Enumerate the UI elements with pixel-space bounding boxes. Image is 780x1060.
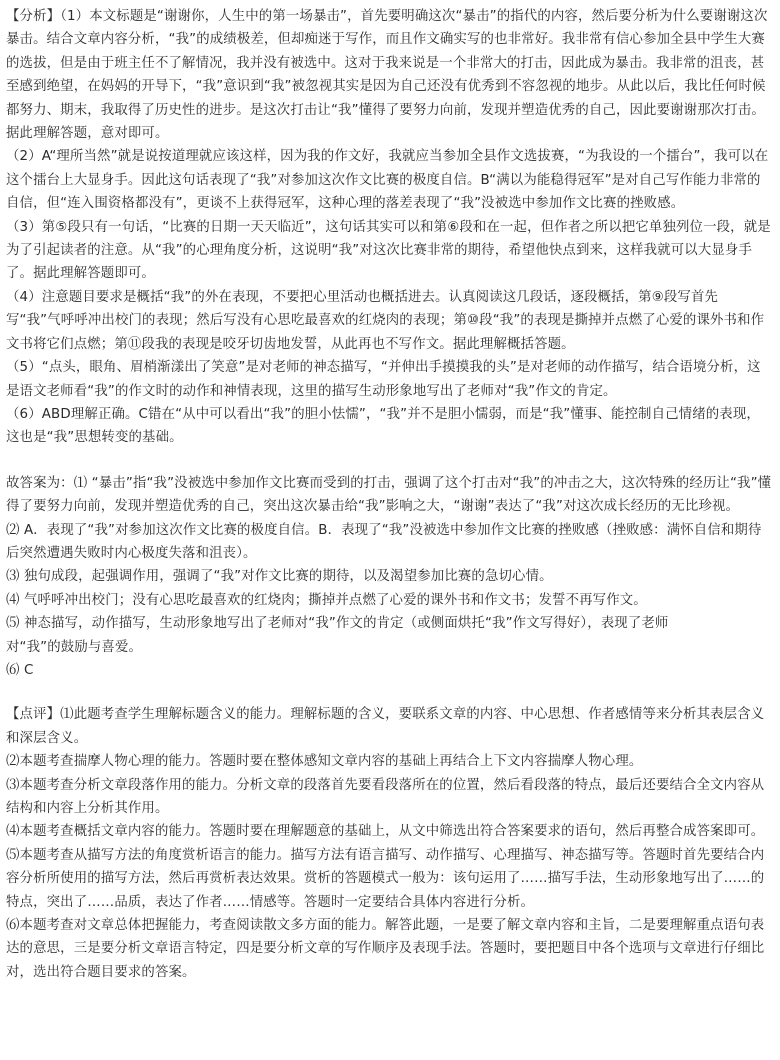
analysis-paragraph-2: （2）A“理所当然”就是说按道理就应该这样，因为我的作文好，我就应当参加全县作文选拔赛，“为我设的一个擂台”，我可以在这个擂台上大显身手。因此这句话表现了“我”对参加这次作文比赛的极度自信。B“满以为能稳得冠军”是对自己写作能力非常的自信，但“连入围资格都没有”，更谈不上获得冠军，这种心理的落差表现了“我”没被选中参加作文比赛的挫败感。 [6, 149, 769, 212]
analysis-section [6, 5, 772, 450]
analysis-paragraph-4: （4）注意题目要求是概括“我”的外在表现，不要把心里活动也概括进去。认真阅读这几段话，逐段概括，第⑨段写首先写“我”气呼呼冲出校门的表现；然后写没有心思吃最喜欢的红烧肉的表现；第⑩段“我”的表现是撕掉并点燃了心爱的课外书和作文书将它们点燃；第⑪段我的表现是咬牙切齿地发誓，从此再也不写作文。据此理解概括答题。 [6, 289, 765, 352]
comment-section [6, 703, 772, 984]
analysis-paragraph-3: （3）第⑤段只有一句话，“比赛的日期一天天临近”，这句话其实可以和第⑥段和在一起，但作者之所以把它单独列位一段，就是为了引起读者的注意。从“我”的心理角度分析，这说明“我”对这次比赛非常的期待，希望他快点到来，这样我就可以大显身手了。据此理解答题即可。 [6, 219, 771, 282]
answer-paragraph-5-continued: 对“我”的鼓励与喜爱。 [6, 639, 143, 655]
comment-paragraph-6: ⑹本题考查对文章总体把握能力，考查阅读散文多方面的能力。解答此题，一是要了解文章内容和主旨，二是要理解重点语句表达的意思，三是要分析文章语言特定，四是要分析文章的写作顺序及表现手法。答题时，要把题目中各个选项与文章进行仔细比对，选出符合题目要求的答案。 [6, 918, 765, 980]
analysis-paragraph-5: （5）“点头，眼角、眉梢渐漾出了笑意”是对老师的神态描写，“并伸出手摸摸我的头”是对老师的动作描写，结合语境分析，这是语文老师看“我”的作文时的动作和神情表现，这里的描写生动形象地写出了老师对“我”作文的肯定。 [6, 360, 761, 399]
comment-paragraph-3: ⑶本题考查分析文章段落作用的能力。分析文章的段落首先要看段落所在的位置，然后看段落的特点，最后还要结合全文内容从结构和内容上分析其作用。 [6, 777, 765, 816]
comment-paragraph-1: 【点评】⑴此题考查学生理解标题含义的能力。理解标题的含义，要联系文章的内容、中心思想、作者感情等来分析其表层含义和深层含义。 [6, 707, 765, 746]
analysis-paragraph-6: （6）ABD理解正确。C错在“从中可以看出“我”的胆小怯懦”，“我”并不是胆小懦弱，而是“我”懂事、能控制自己情绪的表现，这也是“我”思想转变的基础。 [6, 406, 760, 446]
comment-paragraph-4: ⑷本题考查概括文章内容的能力。答题时要在理解题意的基础上，从文中筛选出符合答案要求的语句，然后再整合成答案即可。 [6, 824, 765, 840]
answer-paragraph-6: ⑹ C [6, 662, 34, 678]
section-spacer [6, 682, 772, 703]
answer-paragraph-4: ⑷ 气呼呼冲出校门；没有心思吃最喜欢的红烧肉；撕掉并点燃了心爱的课外书和作文书；发誓不再写作文。 [6, 592, 647, 608]
answer-paragraph-2: ⑵ A．表现了“我”对参加这次作文比赛的极度自信。B．表现了“我”没被选中参加作文比赛的挫败感（挫败感：满怀自信和期待后突然遭遇失败时内心极度失落和沮丧）。 [6, 522, 762, 561]
section-spacer [6, 450, 772, 472]
comment-paragraph-2: ⑵本题考查揣摩人物心理的能力。答题时要在整体感知文章内容的基础上再结合上下文内容揣摩人物心理。 [6, 754, 643, 770]
comment-paragraph-5: ⑸本题考查从描写方法的角度赏析语言的能力。描写方法有语言描写、动作描写、心理描写、神态描写等。答题时首先要结合内容分析所使用的描写方法，然后再赏析表达效果。赏析的答题模式一般为：该句运用了……描写手法，生动形象地写出了……的特点，突出了……品质，表达了作者……情感等。答题时一定要结合具体内容进行分析。 [6, 847, 765, 910]
answer-section [6, 472, 772, 683]
answer-paragraph-1: 故答案为：⑴ “暴击”指“我”没被选中参加作文比赛而受到的打击，强调了这个打击对“我”的冲击之大，这次特殊的经历让“我”懂得了要努力向前，发现并塑造优秀的自己，突出这次暴击给“我”影响之大，“谢谢”表达了“我”对这次成长经历的无比珍视。 [6, 475, 772, 515]
analysis-paragraph-1: 【分析】（1）本文标题是“谢谢你，人生中的第一场暴击”，首先要明确这次“暴击”的指代的内容，然后要分析为什么要谢谢这次暴击。结合文章内容分析，“我”的成绩极差，但却痴迷于写作，而且作文确实写的也非常好。我非常有信心参加全县中学生大赛的选拔，但是由于班主任不了解情况，我并没有被选中。这对于我来说是一个非常大的打击，因此成为暴击。我非常的沮丧，甚至感到绝望，在妈妈的开导下，“我”意识到“我”被忽视其实是因为自己还没有优秀到不容忽视的地步。从此以后，我比任何时候都努力、期末，我取得了历史性的进步。是这次打击让“我”懂得了要努力向前，发现并塑造优秀的自己，因此要谢谢那次打击。据此理解答题，意对即可。 [6, 9, 768, 142]
answer-paragraph-3: ⑶ 独句成段，起强调作用，强调了“我”对作文比赛的期待，以及渴望参加比赛的急切心情。 [6, 569, 553, 585]
answer-paragraph-5: ⑸ 神态描写，动作描写，生动形象地写出了老师对“我”作文的肯定（或侧面烘托“我”作文写得好），表现了老师 [6, 616, 669, 632]
